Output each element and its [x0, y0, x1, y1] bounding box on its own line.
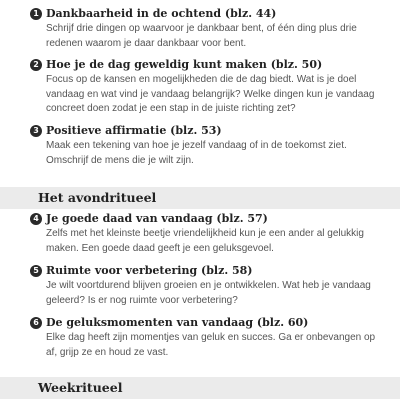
section-header-evening: [0, 187, 400, 209]
list-item: [33, 58, 386, 117]
item-text: Je wilt voortdurend blijven groeien en je ontwikkelen. Wat heb je vandaag geleerd? Is er nog ruimte voor verbetering?: [46, 280, 371, 306]
item-text: Elke dag heeft zijn momentjes van geluk en succes. Ga er onbevangen op af, grijp ze en houd ze vast.: [46, 332, 376, 358]
item-number-badge: 3: [30, 125, 42, 137]
list-item: [33, 316, 386, 360]
item-text: Zelfs met het kleinste beetje vriendelijkheid kun je een ander al gelukkig maken. Een goede daad geeft je een geluksgevoel.: [46, 228, 364, 254]
item-text: Focus op de kansen en mogelijkheden die de dag biedt. Wat is je doel vandaag en wat vind je vandaag belangrijk? Welke dingen kun je vandaag concreet doen zodat je een stap in de juiste richting zet?: [46, 74, 375, 114]
item-title: Je goede daad van vandaag (blz. 57): [46, 212, 268, 225]
item-number-badge: 1: [30, 8, 42, 20]
list-item: [33, 264, 386, 308]
item-text: Maak een tekening van hoe je jezelf vandaag of in de toekomst ziet. Omschrijf de mens die je wilt zijn.: [46, 140, 347, 166]
item-title: Dankbaarheid in de ochtend (blz. 44): [46, 7, 277, 20]
item-title: Hoe je de dag geweldig kunt maken (blz. 50): [46, 58, 323, 71]
section-header-week: [0, 377, 400, 399]
item-text: Schrijf drie dingen op waarvoor je dankbaar bent, of één ding plus drie redenen waarom je daar dankbaar voor bent.: [46, 23, 357, 49]
list-item: [33, 124, 386, 168]
item-number-badge: 2: [30, 59, 42, 71]
item-title: Ruimte voor verbetering (blz. 58): [46, 264, 253, 277]
section-title: Weekritueel: [38, 380, 123, 395]
section-title: Het avondritueel: [38, 190, 157, 205]
item-title: Positieve affirmatie (blz. 53): [46, 124, 222, 137]
item-number-badge: 5: [30, 265, 42, 277]
item-number-badge: 4: [30, 213, 42, 225]
item-number-badge: 6: [30, 317, 42, 329]
item-title: De geluksmomenten van vandaag (blz. 60): [46, 316, 309, 329]
list-item: [33, 212, 386, 256]
list-item: [33, 7, 386, 51]
